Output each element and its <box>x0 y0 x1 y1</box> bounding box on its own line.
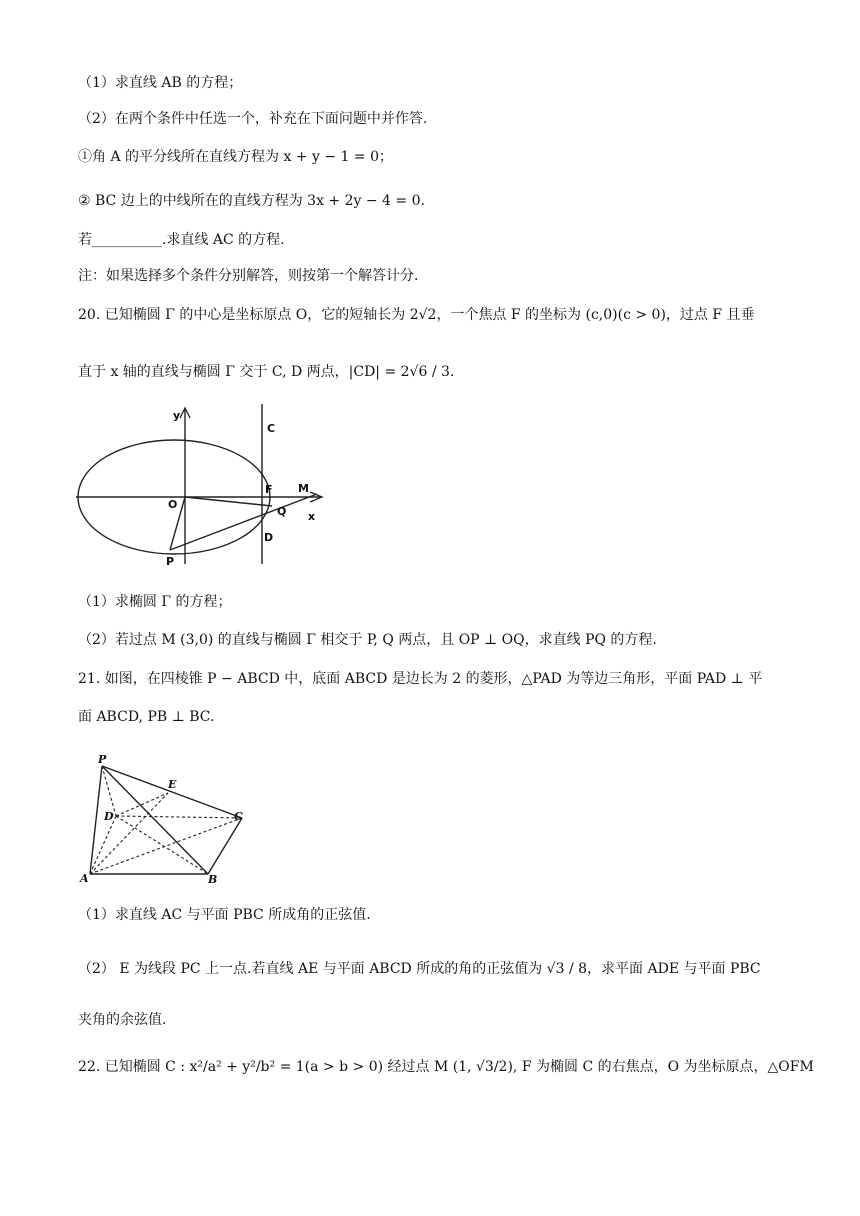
q21-stem-line1: 21. 如图，在四棱锥 P − ABCD 中，底面 ABCD 是边长为 2 的菱形，△PAD 为等边三角形，平面 PAD ⊥ 平 <box>78 671 763 687</box>
label-o: O <box>168 498 178 511</box>
q21-stem-line2: 面 ABCD, PB ⊥ BC. <box>78 709 215 725</box>
label-y: y <box>173 409 181 422</box>
label-m: M <box>298 482 309 495</box>
segment-oq <box>185 497 272 506</box>
q20-part1: （1）求椭圆 Γ 的方程； <box>78 594 232 610</box>
ellipse-figure <box>72 402 342 574</box>
q19-note: 注：如果选择多个条件分别解答，则按第一个解答计分. <box>78 268 419 284</box>
pyramid-figure <box>76 752 256 884</box>
label-x: x <box>308 510 316 523</box>
label-d: D <box>264 531 274 544</box>
q20-part2: （2）若过点 M (3,0) 的直线与椭圆 Γ 相交于 P, Q 两点，且 OP ⊥ OQ，求直线 PQ 的方程. <box>78 632 657 648</box>
q21-part2: （2） E 为线段 PC 上一点.若直线 AE 与平面 ABCD 所成的角的正弦值为 √3 / 8，求平面 ADE 与平面 PBC <box>78 961 761 977</box>
diagonal-ac <box>90 818 242 874</box>
label-b: B <box>208 873 218 884</box>
edge-pb <box>102 766 208 874</box>
q19-part1: （1）求直线 AB 的方程； <box>78 75 243 91</box>
label-p: P <box>166 555 175 568</box>
q19-blank-question: 若__________.求直线 AC 的方程. <box>78 232 285 248</box>
label-c: C <box>234 810 243 823</box>
q20-stem-line2: 直于 x 轴的直线与椭圆 Γ 交于 C, D 两点，|CD| = 2√6 / 3. <box>78 364 455 380</box>
q22-stem: 22. 已知椭圆 C : x²/a² + y²/b² = 1(a > b > 0) 经过点 M (1, √3/2), F 为椭圆 C 的右焦点，O 为坐标原点，△OFM <box>78 1059 814 1075</box>
q20-stem-line1: 20. 已知椭圆 Γ 的中心是坐标原点 O，它的短轴长为 2√2，一个焦点 F 的坐标为 (c,0)(c > 0)，过点 F 且垂 <box>78 307 755 323</box>
label-e: E <box>168 778 177 791</box>
label-p: P <box>98 753 107 766</box>
edge-dc <box>116 816 242 818</box>
label-d: D <box>104 810 114 823</box>
edge-bc <box>208 818 242 874</box>
q21-part2-continued: 夹角的余弦值. <box>78 1012 167 1028</box>
label-q: Q <box>277 505 287 518</box>
q19-part2: （2）在两个条件中任选一个，补充在下面问题中并作答. <box>78 111 428 127</box>
diagonal-db <box>116 816 208 874</box>
segment-ae <box>90 793 168 874</box>
q19-condition2: ② BC 边上的中线所在的直线方程为 3x + 2y − 4 = 0. <box>78 193 425 209</box>
q19-condition1: ①角 A 的平分线所在直线方程为 x + y − 1 = 0； <box>78 149 393 165</box>
label-a: A <box>80 872 89 884</box>
label-f: F <box>265 483 273 496</box>
edge-pa <box>90 766 102 874</box>
label-c: C <box>267 422 276 435</box>
edge-pc <box>102 766 242 818</box>
segment-de <box>116 793 168 816</box>
q21-part1: （1）求直线 AC 与平面 PBC 所成角的正弦值. <box>78 907 371 923</box>
